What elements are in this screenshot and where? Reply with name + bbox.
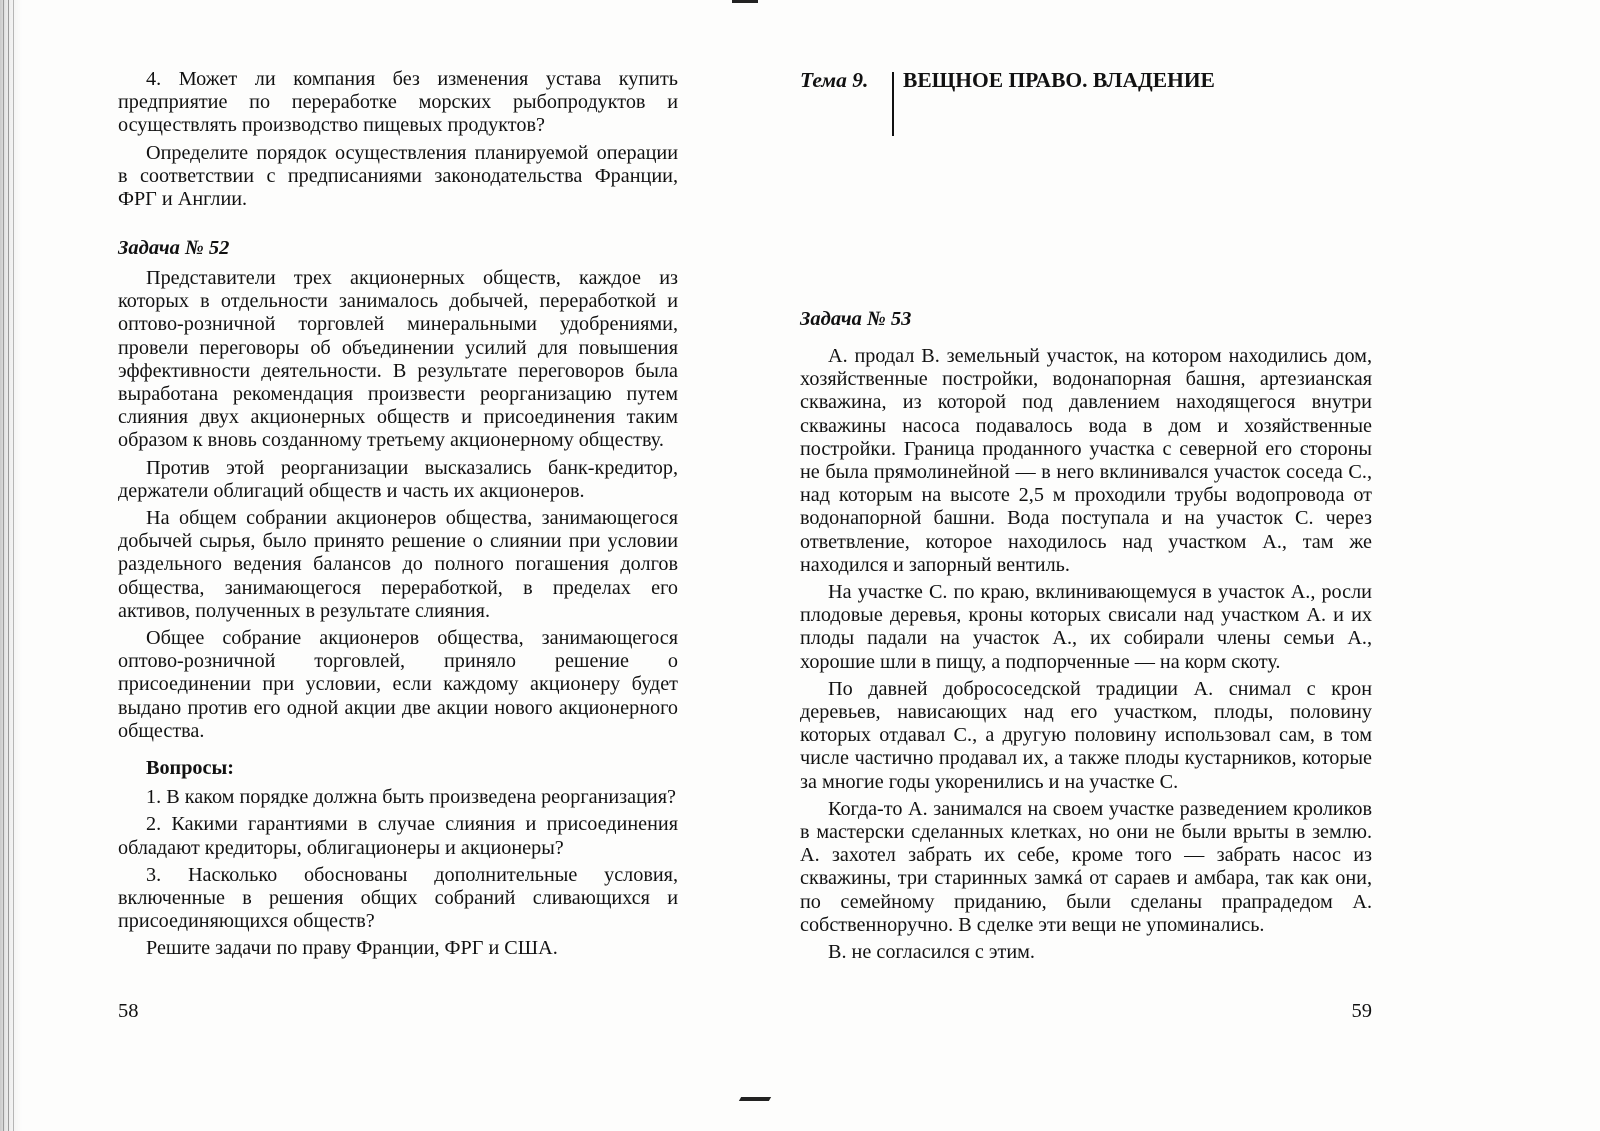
paragraph: Когда-то А. занимался на своем участке разведением кроликов в мастерски сделанных клетках, но они не были врыты в землю. А. захотел забрать их себе, кроме того — забрать насос из скважины, три старинных замкá от сараев и амбара, так как они, по семейному приданию, были сделаны прапрадедом А. собственноручно. В сделке эти вещи не упоминались. xyxy=(800,797,1372,936)
left-page xyxy=(118,0,678,1131)
task-53-body xyxy=(800,345,1372,968)
theme-header xyxy=(800,68,1372,138)
right-page xyxy=(800,0,1372,1131)
paragraph: На общем собрании акционеров общества, занимающегося добычей сырья, было принято решение о слиянии при условии раздельного ведения балансов до полного погашения долгов общества, занимающегося переработкой, в пределах его активов, полученных в результате слияния. xyxy=(118,507,678,622)
paragraph: Определите порядок осуществления планируемой операции в соответствии с предписаниями законодательства Франции, ФРГ и Англии. xyxy=(118,141,678,211)
left-intro-block xyxy=(118,68,678,215)
binding-edge-shadow xyxy=(0,0,22,1131)
theme-title: ВЕЩНОЕ ПРАВО. ВЛАДЕНИЕ xyxy=(903,68,1215,92)
theme-label: Тема 9. xyxy=(800,68,869,92)
task-52-heading: Задача № 52 xyxy=(118,237,230,259)
paragraph: 4. Может ли компания без изменения устава купить предприятие по переработке морских рыбопродуктов и осуществлять производство пищевых продуктов? xyxy=(118,68,678,137)
page-number-right: 59 xyxy=(1351,1000,1372,1022)
binding-line xyxy=(13,0,14,1131)
page-number-left: 58 xyxy=(118,1000,139,1022)
paragraph: Против этой реорганизации высказались банк-кредитор, держатели облигаций обществ и часть их акционеров. xyxy=(118,456,678,502)
question-item: 3. Насколько обоснованы дополнительные условия, включенные в решения общих собраний сливающихся и присоединяющихся обществ? xyxy=(118,863,678,933)
scan-artifact-top xyxy=(732,0,758,3)
paragraph: По давней добрососедской традиции А. снимал с крон деревьев, нависающих над его участком, плоды, половину которых отдавал С., а другую половину использовал сам, в том числе частично продавал их, а также плоды кустарников, которые за многие годы укоренились и на участке С. xyxy=(800,677,1372,793)
paragraph: Представители трех акционерных обществ, каждое из которых в отдельности занималось добычей, переработкой и оптово-розничной торговлей минеральными удобрениями, провели переговоры об объединении усилий для повышения эффективности деятельности. В результате переговоров была выработана рекомендация произвести реорганизацию путем слияния двух акционерных обществ и присоединения таким образом к вновь созданному третьему акционерному обществу. xyxy=(118,267,678,452)
binding-line xyxy=(8,0,9,1131)
question-item: 2. Какими гарантиями в случае слияния и присоединения обладают кредиторы, облигационеры и акционеры? xyxy=(118,813,678,859)
paragraph: В. не согласился с этим. xyxy=(828,941,1035,964)
paragraph: А. продал В. земельный участок, на котором находились дом, хозяйственные постройки, водонапорная башня, артезианская скважина, из которой под давлением находящегося внутри скважины насоса подавалось вода в дом и хозяйственные постройки. Граница проданного участка с северной его стороны не была прямолинейной — в него вклинивался участок соседа С., над которым на высоте 2,5 м проходили трубы водопровода от водонапорной башни. Вода поступала и на участок С. через ответвление, которое находилось над участком А., там же находился и запорный вентиль. xyxy=(800,345,1372,576)
closing-instruction: Решите задачи по праву Франции, ФРГ и США. xyxy=(146,937,558,960)
scan-artifact-bottom xyxy=(739,1097,771,1101)
binding-line xyxy=(3,0,4,1131)
paragraph: На участке С. по краю, вклинивающемуся в участок А., росли плодовые деревья, кроны которых свисали над участком А. и их плоды падали на участок А., их собирали члены семьи А., хорошие шли в пищу, а подпорченные — на корм скоту. xyxy=(800,581,1372,673)
task-53-heading: Задача № 53 xyxy=(800,308,912,330)
task-52-body xyxy=(118,267,678,965)
question-item: 1. В каком порядке должна быть произведена реорганизация? xyxy=(146,786,676,809)
questions-heading: Вопросы: xyxy=(146,757,234,780)
paragraph: Общее собрание акционеров общества, занимающегося оптово-розничной торговлей, приняло решение о присоединении при условии, если каждому акционеру будет выдано против его одной акции две акции нового акционерного общества. xyxy=(118,627,678,742)
theme-divider xyxy=(892,72,894,136)
